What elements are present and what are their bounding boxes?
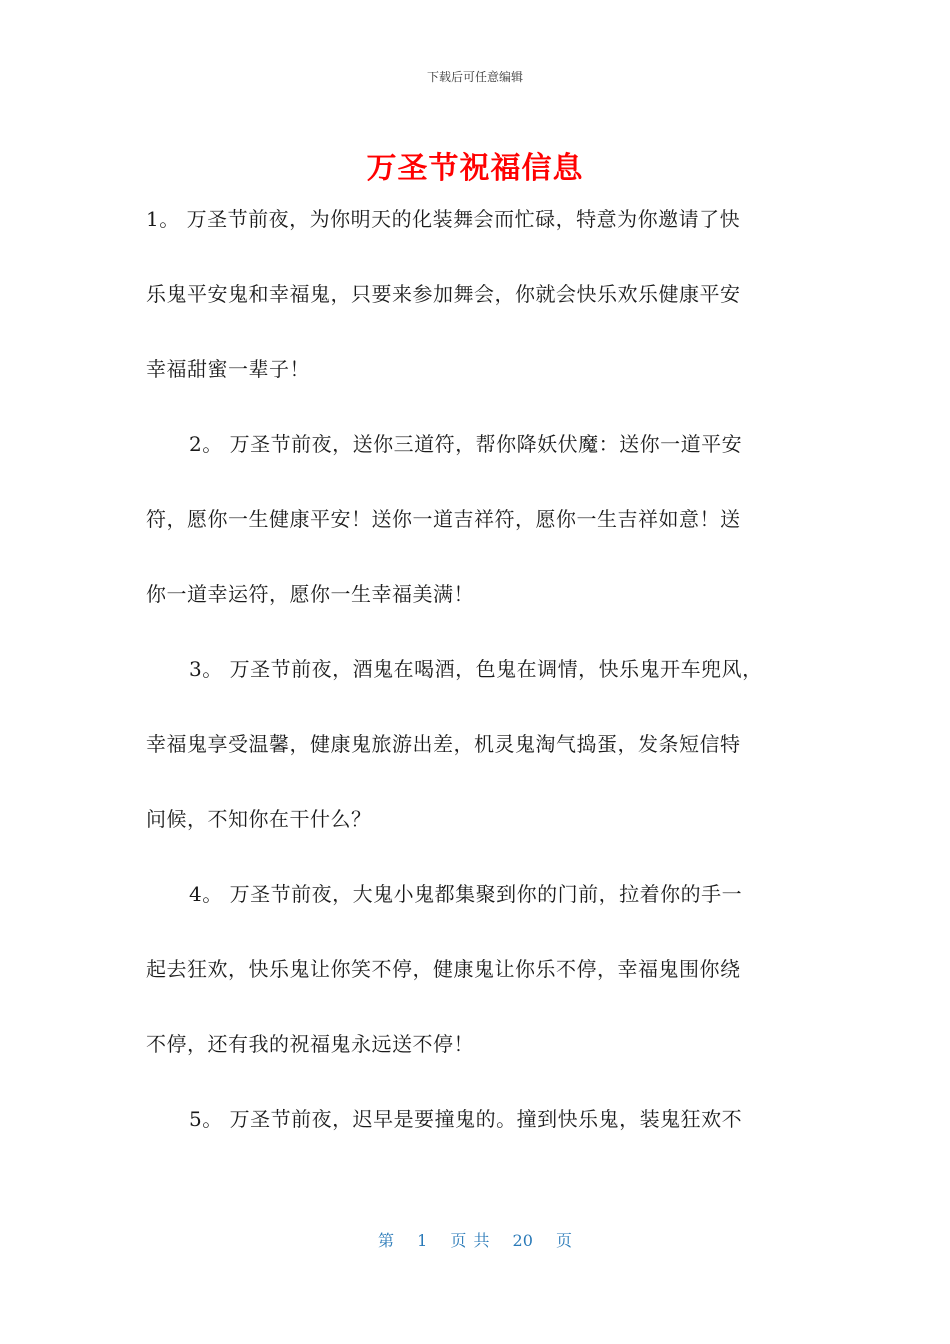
paragraph-line: 4。 万圣节前夜，大鬼小鬼都集聚到你的门前，拉着你的手一 bbox=[189, 882, 743, 906]
page-footer bbox=[0, 1228, 950, 1251]
page-number: 1 bbox=[417, 1231, 428, 1250]
paragraph-line: 3。 万圣节前夜，酒鬼在喝酒，色鬼在调情，快乐鬼开车兜风， bbox=[189, 657, 763, 681]
body-text bbox=[146, 196, 810, 1171]
paragraph-line: 幸福鬼享受温馨，健康鬼旅游出差，机灵鬼淘气捣蛋，发条短信特 bbox=[146, 732, 741, 756]
paragraph-line: 符，愿你一生健康平安！送你一道吉祥符，愿你一生吉祥如意！送 bbox=[146, 507, 741, 531]
page-label-suffix: 页 bbox=[556, 1231, 573, 1250]
paragraph-line: 1。 万圣节前夜，为你明天的化装舞会而忙碌，特意为你邀请了快 bbox=[146, 207, 741, 231]
total-pages: 20 bbox=[512, 1231, 533, 1250]
paragraph-line: 乐鬼平安鬼和幸福鬼，只要来参加舞会，你就会快乐欢乐健康平安 bbox=[146, 282, 741, 306]
header-note: 下载后可任意编辑 bbox=[426, 70, 523, 84]
paragraph-line: 不停，还有我的祝福鬼永远送不停！ bbox=[146, 1032, 474, 1056]
paragraph-line: 你一道幸运符，愿你一生幸福美满！ bbox=[146, 582, 474, 606]
document-title: 万圣节祝福信息 bbox=[366, 151, 584, 186]
paragraph-line: 幸福甜蜜一辈子！ bbox=[146, 357, 310, 381]
paragraph-line: 问候，不知你在干什么？ bbox=[146, 807, 372, 831]
paragraph-line: 起去狂欢，快乐鬼让你笑不停，健康鬼让你乐不停，幸福鬼围你绕 bbox=[146, 957, 741, 981]
page-label-mid: 页 共 bbox=[450, 1231, 490, 1250]
page-label-prefix: 第 bbox=[377, 1231, 394, 1250]
paragraph-line: 2。 万圣节前夜，送你三道符，帮你降妖伏魔：送你一道平安 bbox=[189, 432, 743, 456]
paragraph-line: 5。 万圣节前夜，迟早是要撞鬼的。撞到快乐鬼，装鬼狂欢不 bbox=[189, 1107, 743, 1131]
